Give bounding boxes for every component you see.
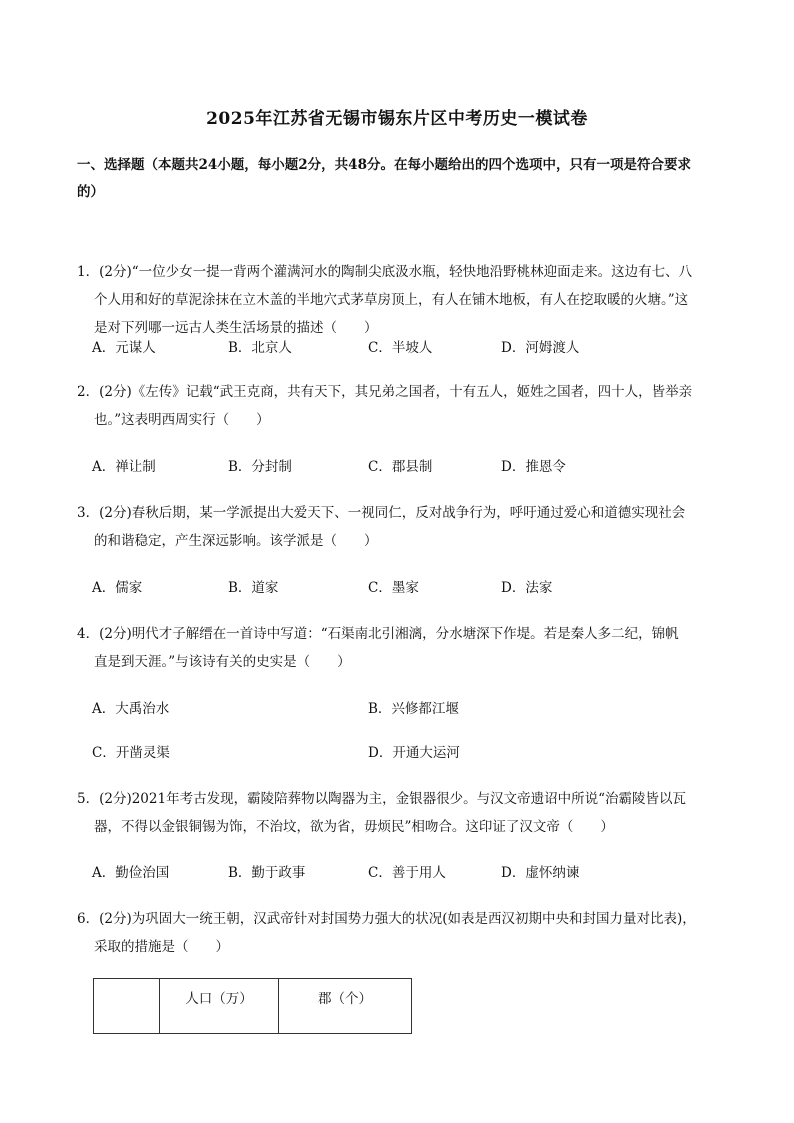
- option-c: C．墨家: [368, 580, 419, 596]
- option-c: C．开凿灵渠: [92, 745, 170, 761]
- section-heading-line: 的）: [77, 184, 104, 200]
- option-a: A．儒家: [92, 580, 143, 596]
- question-2-options: [92, 453, 732, 481]
- question-line: 采取的措施是（ ）: [94, 939, 229, 955]
- question-line: 6．(2分)为巩固大一统王朝，汉武帝针对封国势力强大的状况(如表是西汉初期中央和封国力量对比表)，: [77, 911, 696, 927]
- page-title: 2025年江苏省无锡市锡东片区中考历史一模试卷: [206, 109, 588, 129]
- question-line: 4．(2分)明代才子解缙在一首诗中写道：“石渠南北引湘漓，分水塘深下作堤。若是秦人多二纪，锦帆: [77, 626, 679, 642]
- option-b: B．北京人: [228, 340, 292, 356]
- question-4-options-row2: [92, 739, 732, 767]
- option-d: D．开通大运河: [368, 745, 460, 761]
- table-header-cell: [94, 979, 160, 1034]
- option-a: A．大禹治水: [92, 701, 170, 717]
- question-5: [77, 785, 727, 841]
- question-line: 5．(2分)2021年考古发现，霸陵陪葬物以陶器为主，金银器很少。与汉文帝遗诏中所说“治霸陵皆以瓦: [77, 791, 686, 807]
- option-b: B．分封制: [228, 459, 292, 475]
- question-line: 个人用和好的草泥涂抹在立木盖的半地穴式茅草房顶上，有人在铺木地板，有人在挖取暖的火塘。”这: [94, 292, 689, 308]
- question-line: 直是到天涯。”与该诗有关的史实是（ ）: [94, 654, 351, 670]
- option-c: C．善于用人: [368, 865, 446, 881]
- question-3-options: [92, 574, 732, 602]
- option-a: A．禅让制: [92, 459, 156, 475]
- option-c: C．半坡人: [368, 340, 433, 356]
- option-b: B．道家: [228, 580, 279, 596]
- option-d: D．推恩令: [501, 459, 566, 475]
- section-heading-line: 一、选择题（本题共24小题，每小题2分，共48分。在每小题给出的四个选项中，只有一项是符合要求: [77, 157, 691, 173]
- question-line: 器，不得以金银铜锡为饰，不治坟，欲为省，毋烦民”相吻合。这印证了汉文帝（ ）: [94, 819, 614, 835]
- question-3: [77, 499, 727, 555]
- question-4-options-row1: [92, 695, 732, 723]
- comparison-table: [93, 978, 412, 1034]
- question-4: [77, 620, 727, 676]
- table-header-cell: 郡（个）: [279, 979, 412, 1034]
- option-a: A．勤俭治国: [92, 865, 170, 881]
- section-heading: [77, 152, 727, 206]
- option-d: D．法家: [501, 580, 553, 596]
- option-b: B．勤于政事: [228, 865, 306, 881]
- option-c: C．郡县制: [368, 459, 433, 475]
- question-line: 3．(2分)春秋后期，某一学派提出大爱天下、一视同仁，反对战争行为，呼吁通过爱心和道德实现社会: [77, 505, 686, 521]
- question-1-options: [92, 334, 732, 362]
- question-line: 也。”这表明西周实行（ ）: [94, 412, 270, 428]
- table-header-cell: 人口（万）: [160, 979, 279, 1034]
- option-d: D．虚怀纳谏: [501, 865, 580, 881]
- question-line: 是对下列哪一远古人类生活场景的描述（ ）: [94, 320, 378, 336]
- question-line: 的和谐稳定，产生深远影响。该学派是（ ）: [94, 533, 378, 549]
- table-header-row: [94, 979, 412, 1034]
- option-b: B．兴修都江堰: [368, 701, 459, 717]
- question-1: [77, 258, 727, 342]
- question-2: [77, 378, 727, 434]
- question-6: [77, 905, 727, 961]
- option-a: A．元谋人: [92, 340, 156, 356]
- question-line: 1．(2分)“一位少女一提一背两个灌满河水的陶制尖底汲水瓶，轻快地沿野桃林迎面走来。这边有七、八: [77, 264, 693, 280]
- question-line: 2．(2分)《左传》记载“武王克商，共有天下，其兄弟之国者，十有五人，姬姓之国者，四十人，皆举亲: [77, 384, 693, 400]
- question-5-options: [92, 859, 732, 887]
- option-d: D．河姆渡人: [501, 340, 580, 356]
